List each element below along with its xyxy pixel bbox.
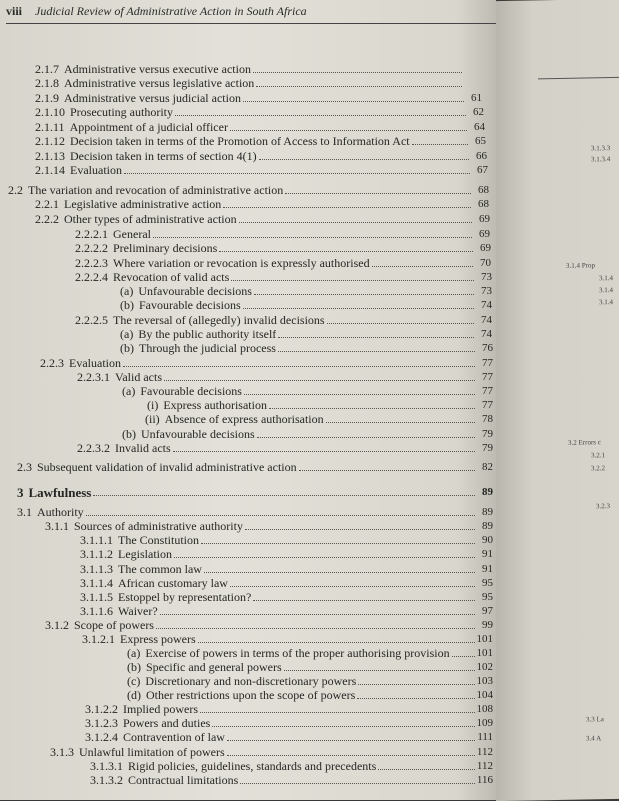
toc-entry-title: By the public authority itself <box>138 328 277 341</box>
toc-entry-page: 61 <box>471 92 482 104</box>
toc-entry <box>145 410 493 426</box>
toc-entry <box>35 161 488 177</box>
toc-leader-dots <box>253 600 475 601</box>
toc-entry-number: 2.2.2.4 <box>75 270 108 284</box>
right-page-fragment: 3.1.4 <box>599 298 613 307</box>
toc-entry-number: 3.1.3.2 <box>90 773 123 787</box>
toc-entry-page: 82 <box>482 461 493 473</box>
toc-entry-number: 3.1.2.4 <box>85 730 118 744</box>
toc-leader-dots <box>357 698 474 699</box>
toc-entry-number: 2.1.9 <box>35 91 59 105</box>
toc-entry-title: Decision taken in terms of the Promotion of Access to Information Act <box>70 135 410 148</box>
toc-entry-number: 3.1.1.3 <box>80 562 113 576</box>
toc-entry-number: (b) <box>120 341 134 355</box>
toc-entry-page: 77 <box>482 385 493 397</box>
toc-entry-title: Rigid policies, guidelines, standards and precedents <box>128 760 377 773</box>
toc-entry-number: 3.1.1.6 <box>80 604 113 618</box>
toc-entry-number: 3.1.3 <box>50 745 74 759</box>
toc-entry-page: 89 <box>482 506 493 518</box>
right-page-fragment: 3.1.3.3 <box>591 144 611 153</box>
toc-entry-page: 79 <box>482 428 493 440</box>
toc-entry-number: (ii) <box>145 412 160 426</box>
toc-entry-title: The Constitution <box>118 534 199 547</box>
right-page-fragment: 3.1.4 Prop <box>566 261 595 270</box>
toc-entry-number: 2.1.7 <box>35 62 59 76</box>
toc-entry-page: 73 <box>481 285 492 297</box>
toc-leader-dots <box>201 543 475 544</box>
toc-entry-title: Where variation or revocation is expressly authorised <box>113 257 370 270</box>
toc-entry-title: The reversal of (allegedly) invalid decisions <box>113 314 325 327</box>
toc-entry-number: (a) <box>122 384 136 398</box>
toc-entry-page: 95 <box>482 591 493 603</box>
toc-leader-dots <box>372 266 473 267</box>
toc-leader-dots <box>259 159 469 160</box>
toc-leader-dots <box>244 394 475 395</box>
right-page-fragment: 3.2.1 <box>591 451 605 460</box>
toc-entry-page: 95 <box>482 577 493 589</box>
toc-entry-page: 97 <box>482 605 493 617</box>
toc-entry-title: Subsequent validation of invalid administrative action <box>37 461 297 474</box>
toc-entry-title: Prosecuting authority <box>70 106 173 119</box>
toc-leader-dots <box>93 495 475 496</box>
toc-entry-page: 64 <box>474 121 485 133</box>
toc-entry-page: 109 <box>476 717 493 729</box>
toc-entry-number: 3.1.1.2 <box>80 547 113 561</box>
toc-entry-title: Unfavourable decisions <box>141 428 255 441</box>
toc-entry-title: Discretionary and non-discretionary powers <box>145 675 357 688</box>
toc-leader-dots <box>227 740 475 741</box>
toc-entry-page: 74 <box>481 299 492 311</box>
toc-entry-title: Lawfulness <box>28 486 92 499</box>
toc-leader-dots <box>219 251 473 252</box>
book-title: Judicial Review of Administrative Action in South Africa <box>35 4 307 18</box>
toc-entry-title: Powers and duties <box>123 717 211 730</box>
toc-entry-title: Legislative administrative action <box>64 198 222 211</box>
toc-entry-page: 111 <box>477 731 493 743</box>
toc-entry-title: Absence of express authorisation <box>164 413 324 426</box>
toc-entry-page: 77 <box>482 371 493 383</box>
toc-entry-number: 2.2.2.3 <box>75 256 108 270</box>
toc-leader-dots <box>175 115 466 116</box>
toc-entry-title: Administrative versus judicial action <box>64 92 241 105</box>
toc-entry-title: Express authorisation <box>163 399 267 412</box>
toc-entry-page: 78 <box>482 413 493 425</box>
toc-entry-number: (a) <box>120 327 134 341</box>
toc-entry-page: 112 <box>476 760 493 772</box>
toc-leader-dots <box>326 422 475 423</box>
toc-leader-dots <box>254 294 474 295</box>
toc-leader-dots <box>378 769 475 770</box>
toc-leader-dots <box>452 656 475 657</box>
toc-entry-number: 3.1.2.3 <box>85 716 118 730</box>
toc-entry-title: The common law <box>118 563 202 576</box>
toc-entry-page: 74 <box>481 314 492 326</box>
toc-entry-title: Administrative versus legislative action <box>64 77 255 90</box>
toc-entry-page: 101 <box>476 633 493 645</box>
toc-leader-dots <box>231 280 474 281</box>
toc-entry-page: 91 <box>482 563 493 575</box>
toc-entry-page: 99 <box>482 619 493 631</box>
toc-entry-title: Invalid acts <box>115 442 171 455</box>
toc-entry-number: 2.1.11 <box>35 120 65 134</box>
toc-entry-page: 74 <box>481 328 492 340</box>
right-page <box>496 0 619 801</box>
toc-entry-title: Express powers <box>120 633 196 646</box>
toc-entry-title: Implied powers <box>123 703 198 716</box>
toc-entry-title: General <box>113 228 151 241</box>
toc-entry-title: Estoppel by representation? <box>118 591 252 604</box>
toc-entry-number: (d) <box>127 688 141 702</box>
toc-entry-page: 73 <box>481 271 492 283</box>
toc-entry-number: (c) <box>127 674 141 688</box>
toc-entry-title: Appointment of a judicial officer <box>69 121 228 134</box>
toc-leader-dots <box>160 614 475 615</box>
right-page-fragment: 3.4 A <box>586 734 602 743</box>
page-number: viii <box>6 4 23 18</box>
toc-entry-title: Administrative versus executive action <box>64 63 251 76</box>
right-page-fragment: 3.2.3 <box>596 502 610 511</box>
toc-entry-title: Contractual limitations <box>128 774 239 787</box>
toc-entry-page: 62 <box>473 106 484 118</box>
toc-entry-title: Revocation of valid acts <box>113 271 230 284</box>
toc-leader-dots <box>278 337 474 338</box>
toc-leader-dots <box>240 783 475 784</box>
toc-leader-dots <box>204 572 475 573</box>
toc-entry-title: Authority <box>37 506 84 519</box>
right-page-fragment: 3.1.4 <box>599 274 613 283</box>
toc-entry-title: Scope of powers <box>74 619 154 632</box>
toc-entry-number: (a) <box>127 646 141 660</box>
toc-entry-number: 2.3 <box>17 460 32 474</box>
toc-entry-title: Through the judicial process <box>139 342 276 355</box>
toc-entry-title: Exercise of powers in terms of the proper authorising provision <box>145 647 450 660</box>
toc-entry-title: Favourable decisions <box>139 299 241 312</box>
toc-entry-number: 3.1.1.4 <box>80 576 113 590</box>
toc-entry-number: 2.2.2 <box>35 212 59 226</box>
toc-entry-page: 104 <box>476 689 493 701</box>
toc-entry-number: 3.1.2.2 <box>85 702 118 716</box>
toc-leader-dots <box>230 130 467 131</box>
toc-entry-title: African customary law <box>118 577 228 590</box>
toc-entry-page: 68 <box>478 184 489 196</box>
toc-entry-page: 76 <box>482 342 493 354</box>
right-page-rule <box>538 77 619 79</box>
toc-leader-dots <box>227 755 475 756</box>
toc-entry <box>85 728 493 744</box>
toc-entry-page: 66 <box>476 150 487 162</box>
toc-entry-title: Unlawful limitation of powers <box>79 746 225 759</box>
toc-entry <box>35 210 490 226</box>
toc-entry-number: 3.1.2.1 <box>82 632 115 646</box>
toc-entry-number: 2.2.2.1 <box>75 227 108 241</box>
toc-entry <box>77 439 493 455</box>
toc-leader-dots <box>174 557 475 558</box>
toc-entry-title: Contravention of law <box>123 731 225 744</box>
toc-leader-dots <box>327 323 474 324</box>
toc-entry-page: 69 <box>479 228 490 240</box>
toc-entry-number: 3 <box>17 485 24 500</box>
toc-entry-page: 77 <box>482 399 493 411</box>
toc-leader-dots <box>173 451 475 452</box>
toc-entry-number: 3.1 <box>17 505 32 519</box>
toc-entry-page: 70 <box>480 257 491 269</box>
toc-leader-dots <box>198 642 475 643</box>
toc-leader-dots <box>299 470 475 471</box>
toc-leader-dots <box>257 437 475 438</box>
toc-entry-page: 112 <box>476 746 493 758</box>
toc-leader-dots <box>223 207 471 208</box>
toc-entry-page: 89 <box>482 486 493 498</box>
toc-leader-dots <box>284 670 475 671</box>
toc-entry-title: Favourable decisions <box>140 385 242 398</box>
right-page-fragment: 3.1.4 <box>599 286 613 295</box>
toc-leader-dots <box>285 193 471 194</box>
toc-entry-number: 2.2.3.2 <box>77 441 110 455</box>
toc-entry-title: Specific and general powers <box>146 661 282 674</box>
toc-leader-dots <box>124 173 470 174</box>
toc-entry-number: (b) <box>120 298 134 312</box>
toc-entry-page: 77 <box>482 357 493 369</box>
toc-entry-title: Unfavourable decisions <box>138 285 252 298</box>
toc-entry-page: 67 <box>477 164 488 176</box>
toc-entry-title: Legislation <box>118 548 172 561</box>
toc-entry-title: The variation and revocation of administrative action <box>28 184 284 197</box>
toc-entry-page: 101 <box>476 647 493 659</box>
toc-entry <box>80 545 493 561</box>
toc-leader-dots <box>239 222 472 223</box>
toc-leader-dots <box>358 684 474 685</box>
toc-leader-dots <box>278 351 475 352</box>
toc-leader-dots <box>230 586 475 587</box>
toc-leader-dots <box>123 366 475 367</box>
right-page-fragment: 3.3 La <box>586 715 604 724</box>
toc-entry-number: (a) <box>120 284 134 298</box>
toc-entry-title: Evaluation <box>70 164 122 177</box>
toc-entry-title: Decision taken in terms of section 4(1) <box>70 150 257 163</box>
toc-entry-page: 68 <box>478 198 489 210</box>
toc-entry-number: 3.1.2 <box>45 618 69 632</box>
toc-entry-number: 2.1.12 <box>35 134 65 148</box>
toc-entry-number: 2.1.10 <box>35 105 65 119</box>
toc-entry-number: (b) <box>122 427 136 441</box>
toc-entry-number: 2.1.14 <box>35 163 65 177</box>
toc-leader-dots <box>86 515 475 516</box>
toc-entry-number: 3.1.1 <box>45 519 69 533</box>
toc-entry <box>75 239 491 255</box>
toc-entry-number: 2.2.1 <box>35 197 59 211</box>
toc-leader-dots <box>412 144 468 145</box>
right-page-fragment: 3.2 Errors c <box>568 438 601 447</box>
toc-entry-number: (b) <box>127 660 141 674</box>
toc-entry <box>35 74 480 90</box>
right-page-fragment: 3.2.2 <box>591 464 605 473</box>
toc-entry <box>120 339 493 355</box>
toc-entry-number: 2.2.2.5 <box>75 313 108 327</box>
toc-leader-dots <box>256 86 462 87</box>
toc-entry-number: 2.1.8 <box>35 76 59 90</box>
toc-entry-number: 2.2.3.1 <box>77 370 110 384</box>
toc-leader-dots <box>269 408 475 409</box>
toc-entry-title: Other types of administrative action <box>64 213 237 226</box>
toc-leader-dots <box>164 380 475 381</box>
toc-leader-dots <box>245 529 475 530</box>
toc-entry <box>120 296 492 312</box>
toc-leader-dots <box>253 72 462 73</box>
toc-entry <box>35 195 489 211</box>
toc-entry-number: 2.2.3 <box>40 356 64 370</box>
toc-entry-title: Valid acts <box>115 371 162 384</box>
toc-entry <box>17 458 493 474</box>
toc-leader-dots <box>156 628 475 629</box>
toc-entry-page: 65 <box>475 135 486 147</box>
toc-entry-page: 103 <box>476 675 493 687</box>
toc-entry-page: 90 <box>482 534 493 546</box>
toc-entry-page: 91 <box>482 548 493 560</box>
toc-entry-title: Sources of administrative authority <box>74 520 243 533</box>
toc-entry-page: 69 <box>479 213 490 225</box>
toc-entry-title: Other restrictions upon the scope of powers <box>146 689 356 702</box>
toc-entry-title: Waiver? <box>118 605 158 618</box>
toc-entry-number: 2.1.13 <box>35 149 65 163</box>
toc-entry <box>17 483 493 499</box>
toc-leader-dots <box>153 237 472 238</box>
toc-entry-page: 79 <box>482 442 493 454</box>
right-page-fragment: 3.1.3.4 <box>591 155 611 164</box>
toc-entry-number: 3.1.1.1 <box>80 533 113 547</box>
toc-entry-number: 2.2.2.2 <box>75 241 108 255</box>
toc-entry <box>35 103 484 119</box>
toc-entry <box>90 771 493 787</box>
toc-entry-page: 116 <box>476 774 493 786</box>
toc-leader-dots <box>243 101 464 102</box>
toc-entry <box>35 132 486 148</box>
toc-entry-title: Evaluation <box>69 357 121 370</box>
toc-entry-page: 69 <box>480 242 491 254</box>
toc-entry-number: 3.1.1.5 <box>80 590 113 604</box>
toc-entry-page: 108 <box>476 703 493 715</box>
toc-entry-page: 89 <box>482 520 493 532</box>
toc-leader-dots <box>212 726 474 727</box>
toc-entry-title: Preliminary decisions <box>113 242 218 255</box>
toc-entry-number: (i) <box>147 398 159 412</box>
toc-leader-dots <box>200 712 475 713</box>
toc-entry-page: 102 <box>476 661 493 673</box>
toc-entry-number: 3.1.3.1 <box>90 759 123 773</box>
toc-leader-dots <box>243 308 474 309</box>
toc-entry-number: 2.2 <box>8 183 23 197</box>
